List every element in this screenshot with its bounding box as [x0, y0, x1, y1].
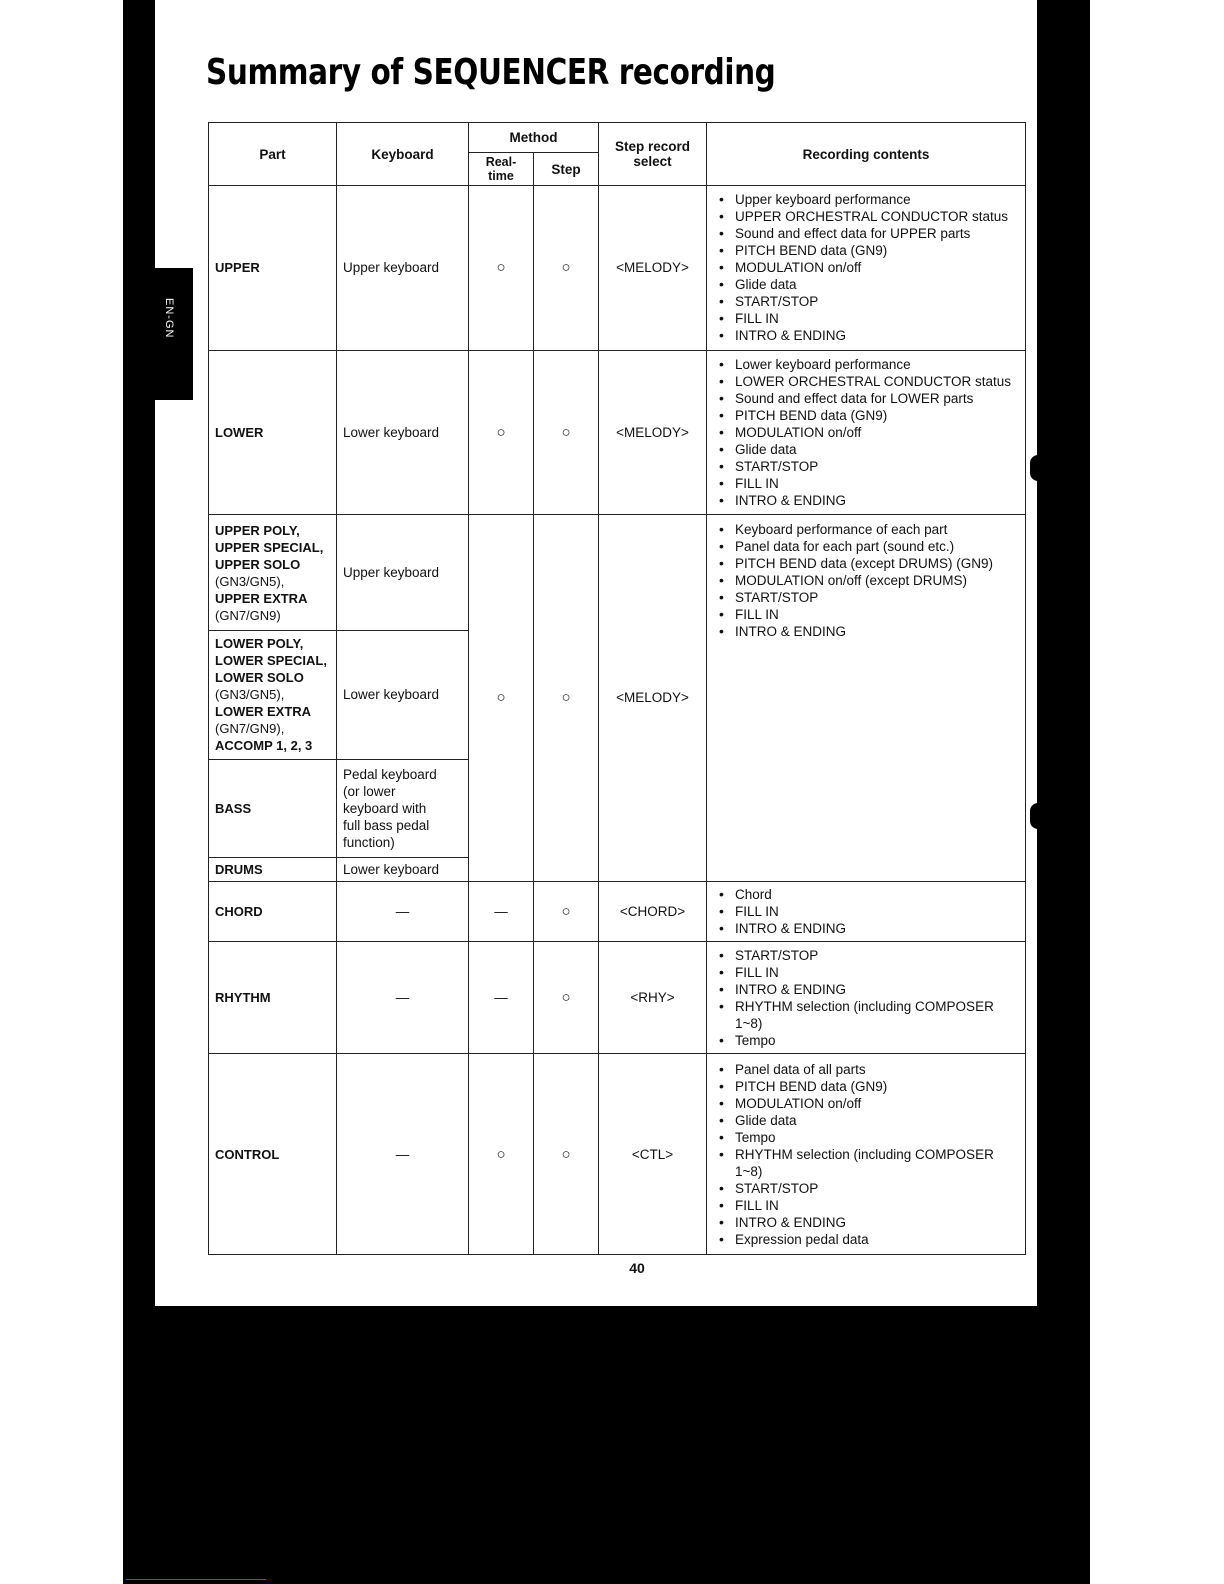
content-item: • INTRO & ENDING — [719, 920, 1019, 937]
step-cell: ○ — [534, 942, 599, 1054]
contents-cell — [707, 942, 1026, 1054]
step-cell: ○ — [534, 515, 599, 882]
part-line: (GN7/GN9), — [215, 721, 285, 737]
content-item: • Lower keyboard performance — [719, 356, 1019, 373]
content-item: • MODULATION on/off (except DRUMS) — [719, 572, 1019, 589]
step-cell: ○ — [534, 881, 599, 941]
contents-list — [713, 886, 1019, 937]
select-cell: <MELODY> — [599, 186, 707, 350]
contents-cell — [707, 350, 1026, 514]
part-line: UPPER SPECIAL, — [215, 539, 324, 555]
content-item: • FILL IN — [719, 964, 1019, 981]
row-control — [209, 1054, 1026, 1255]
header-part: Part — [209, 123, 337, 186]
content-item: • MODULATION on/off — [719, 1095, 1019, 1112]
content-item: • Keyboard performance of each part — [719, 521, 1019, 538]
page-number: 40 — [629, 1260, 645, 1276]
binding-hole — [1030, 803, 1046, 829]
row-chord — [209, 881, 1026, 941]
header-row — [209, 123, 1026, 153]
keyboard-cell: Lower keyboard — [337, 857, 469, 881]
content-item: • LOWER ORCHESTRAL CONDUCTOR status — [719, 373, 1019, 390]
content-item: • PITCH BEND data (GN9) — [719, 1078, 1019, 1095]
contents-cell — [707, 881, 1026, 941]
select-cell: <CHORD> — [599, 881, 707, 941]
keyboard-cell: Lower keyboard — [337, 350, 469, 514]
content-item: • INTRO & ENDING — [719, 327, 1019, 344]
realtime-cell: ○ — [469, 1054, 534, 1255]
content-item: • MODULATION on/off — [719, 424, 1019, 441]
contents-cell — [707, 186, 1026, 350]
keyboard-cell: Upper keyboard — [337, 186, 469, 350]
keyboard-line: full bass pedal — [343, 817, 430, 833]
content-item: • Upper keyboard performance — [719, 191, 1019, 208]
part-line: (GN3/GN5), — [215, 687, 285, 703]
content-item: • START/STOP — [719, 1180, 1019, 1197]
part-line: (GN7/GN9) — [215, 607, 281, 623]
content-item: • UPPER ORCHESTRAL CONDUCTOR status — [719, 208, 1019, 225]
content-item: • FILL IN — [719, 475, 1019, 492]
content-item: • INTRO & ENDING — [719, 492, 1019, 509]
row-lower — [209, 350, 1026, 514]
binding-hole — [1030, 455, 1046, 481]
part-line: ACCOMP 1, 2, 3 — [215, 738, 313, 754]
content-item: • RHYTHM selection (including COMPOSER 1~8) — [719, 1146, 1019, 1180]
header-step: Step — [534, 153, 599, 186]
scan-border-right — [1037, 0, 1090, 1310]
select-cell: <MELODY> — [599, 515, 707, 882]
header-method: Method — [469, 123, 599, 153]
header-step-record-select: Step record select — [599, 123, 707, 186]
contents-list — [713, 356, 1019, 509]
content-item: • Glide data — [719, 276, 1019, 293]
part-line: UPPER SOLO — [215, 556, 301, 572]
part-line: LOWER POLY, — [215, 636, 304, 652]
part-cell: DRUMS — [209, 857, 337, 881]
part-cell: LOWER — [209, 350, 337, 514]
page-title: Summary of SEQUENCER recording — [206, 52, 776, 93]
keyboard-cell: Upper keyboard — [337, 515, 469, 631]
realtime-cell: ○ — [469, 350, 534, 514]
select-cell: <RHY> — [599, 942, 707, 1054]
content-item: • FILL IN — [719, 1197, 1019, 1214]
part-line: UPPER POLY, — [215, 522, 300, 538]
contents-cell — [707, 1054, 1026, 1255]
content-item: • MODULATION on/off — [719, 259, 1019, 276]
content-item: • Chord — [719, 886, 1019, 903]
content-item: • INTRO & ENDING — [719, 623, 1019, 640]
content-item: • PITCH BEND data (GN9) — [719, 242, 1019, 259]
part-line: LOWER SOLO — [215, 670, 304, 686]
part-cell: UPPER — [209, 186, 337, 350]
header-keyboard: Keyboard — [337, 123, 469, 186]
contents-list — [713, 947, 1019, 1049]
step-cell: ○ — [534, 186, 599, 350]
step-cell: ○ — [534, 1054, 599, 1255]
select-cell: <MELODY> — [599, 350, 707, 514]
content-item: • PITCH BEND data (except DRUMS) (GN9) — [719, 555, 1019, 572]
contents-list — [713, 191, 1019, 344]
sequencer-summary-table — [208, 122, 1026, 1255]
step-cell: ○ — [534, 350, 599, 514]
part-cell: CHORD — [209, 881, 337, 941]
keyboard-line: Pedal keyboard — [343, 766, 437, 782]
keyboard-cell — [337, 759, 469, 857]
keyboard-cell: — — [337, 1054, 469, 1255]
scan-border-bottom — [123, 1306, 1090, 1584]
row-upper-parts — [209, 515, 1026, 631]
content-item: • Panel data for each part (sound etc.) — [719, 538, 1019, 555]
content-item: • Sound and effect data for UPPER parts — [719, 225, 1019, 242]
keyboard-line: function) — [343, 834, 395, 850]
content-item: • FILL IN — [719, 903, 1019, 920]
content-item: • Glide data — [719, 1112, 1019, 1129]
content-item: • Tempo — [719, 1032, 1019, 1049]
part-line: LOWER EXTRA — [215, 704, 312, 720]
content-item: • FILL IN — [719, 310, 1019, 327]
content-item: • Glide data — [719, 441, 1019, 458]
content-item: • FILL IN — [719, 606, 1019, 623]
keyboard-line: keyboard with — [343, 800, 427, 816]
contents-list — [713, 521, 1019, 640]
header-recording-contents: Recording contents — [707, 123, 1026, 186]
part-line: UPPER EXTRA — [215, 590, 308, 606]
part-cell: CONTROL — [209, 1054, 337, 1255]
header-realtime: Real-time — [469, 153, 534, 186]
side-tab — [155, 268, 193, 400]
part-cell — [209, 515, 337, 631]
part-cell: RHYTHM — [209, 942, 337, 1054]
part-line: (GN3/GN5), — [215, 573, 285, 589]
realtime-cell: ○ — [469, 186, 534, 350]
row-upper — [209, 186, 1026, 350]
contents-cell — [707, 515, 1026, 882]
content-item: • Expression pedal data — [719, 1231, 1019, 1248]
link-underline — [126, 1579, 266, 1580]
content-item: • INTRO & ENDING — [719, 981, 1019, 998]
keyboard-cell: — — [337, 881, 469, 941]
part-line: LOWER SPECIAL, — [215, 653, 327, 669]
row-rhythm — [209, 942, 1026, 1054]
realtime-cell: — — [469, 881, 534, 941]
keyboard-cell: — — [337, 942, 469, 1054]
content-item: • Tempo — [719, 1129, 1019, 1146]
contents-list — [713, 1061, 1019, 1248]
realtime-cell: — — [469, 942, 534, 1054]
content-item: • START/STOP — [719, 458, 1019, 475]
content-item: • START/STOP — [719, 947, 1019, 964]
content-item: • START/STOP — [719, 589, 1019, 606]
keyboard-cell: Lower keyboard — [337, 631, 469, 759]
side-tab-label: EN-GN — [163, 298, 175, 339]
part-cell: BASS — [209, 759, 337, 857]
content-item: • RHYTHM selection (including COMPOSER 1~8) — [719, 998, 1019, 1032]
select-cell: <CTL> — [599, 1054, 707, 1255]
part-cell — [209, 631, 337, 759]
content-item: • START/STOP — [719, 293, 1019, 310]
content-item: • PITCH BEND data (GN9) — [719, 407, 1019, 424]
keyboard-line: (or lower — [343, 783, 396, 799]
content-item: • INTRO & ENDING — [719, 1214, 1019, 1231]
content-item: • Panel data of all parts — [719, 1061, 1019, 1078]
content-item: • Sound and effect data for LOWER parts — [719, 390, 1019, 407]
realtime-cell: ○ — [469, 515, 534, 882]
